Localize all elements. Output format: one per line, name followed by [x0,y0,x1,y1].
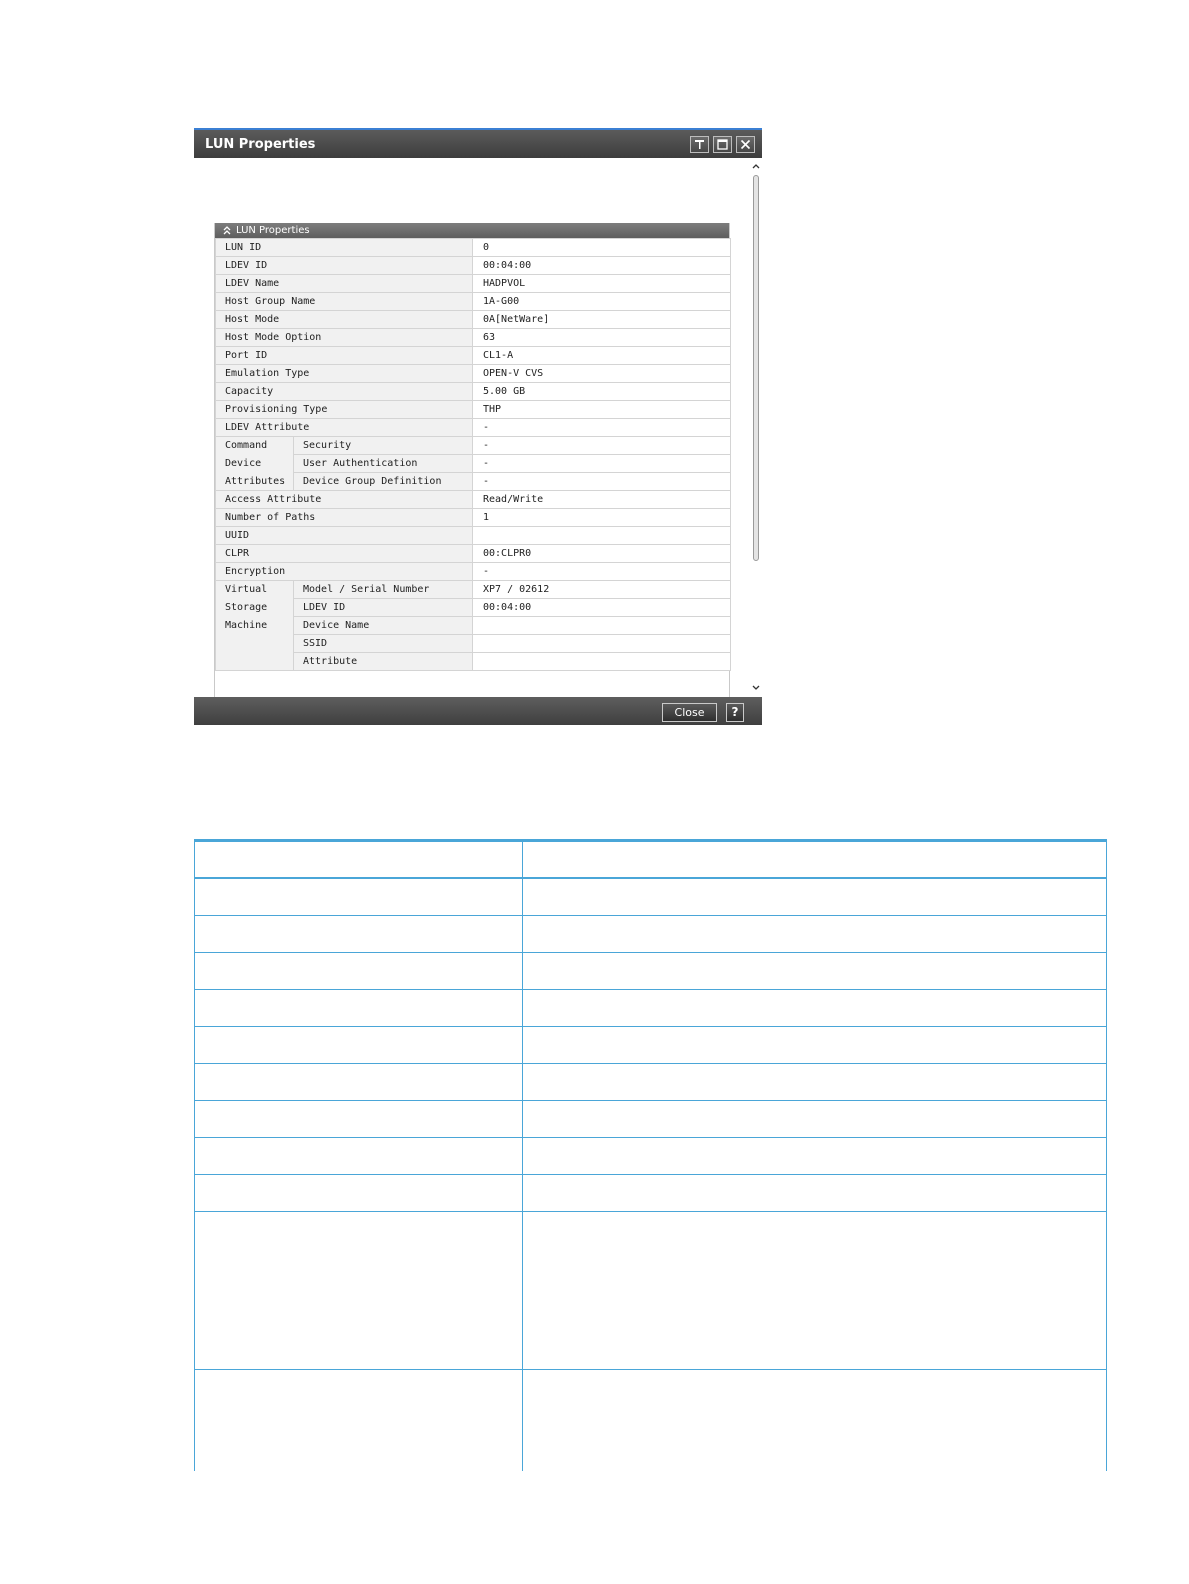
table-row [216,401,731,419]
table-row [216,509,731,527]
group-label-blank [216,635,294,653]
dialog-titlebar[interactable] [194,128,762,158]
row-value: Read/Write [473,491,731,509]
table-row [216,545,731,563]
table-row [216,329,731,347]
table-column-divider [522,839,523,1471]
table-row [216,365,731,383]
table-row-rule [194,1100,1107,1101]
row-label: CLPR [216,545,473,563]
row-value: HADPVOL [473,275,731,293]
row-value [473,527,731,545]
group-label-line: Storage [216,599,294,617]
row-value [473,635,731,653]
pin-icon [694,139,705,150]
row-label: Host Group Name [216,293,473,311]
row-value: 00:04:00 [473,257,731,275]
row-label: Encryption [216,563,473,581]
table-border-right [1106,839,1107,1471]
row-label: Host Mode [216,311,473,329]
description-table [194,839,1107,1471]
help-button[interactable]: ? [726,703,744,722]
table-row-rule [194,1063,1107,1064]
close-button[interactable]: Close [662,703,717,722]
table-row-rule [194,1026,1107,1027]
row-label: Provisioning Type [216,401,473,419]
table-row [216,653,731,671]
row-value: XP7 / 02612 [473,581,731,599]
lun-properties-dialog [194,128,762,725]
row-value: CL1-A [473,347,731,365]
row-label: Host Mode Option [216,329,473,347]
scrollbar-thumb[interactable] [753,175,759,561]
table-top-rule [194,839,1107,842]
table-row [216,617,731,635]
table-row [216,491,731,509]
row-value: - [473,563,731,581]
row-value [473,653,731,671]
row-label: Attribute [294,653,473,671]
row-value: 00:04:00 [473,599,731,617]
row-value: - [473,473,731,491]
group-label-line: Virtual [216,581,294,599]
maximize-icon [717,139,728,150]
table-row [216,527,731,545]
section-title: LUN Properties [236,225,310,236]
row-value: 0 [473,239,731,257]
row-value: 63 [473,329,731,347]
close-icon [740,139,751,150]
row-label: SSID [294,635,473,653]
table-row-rule [194,1211,1107,1212]
close-window-button[interactable] [736,136,755,153]
row-label: Port ID [216,347,473,365]
row-label: User Authentication [294,455,473,473]
group-label-line: Command [216,437,294,455]
table-border-left [194,839,195,1471]
row-label: Security [294,437,473,455]
group-label-line: Machine [216,617,294,635]
maximize-button[interactable] [713,136,732,153]
table-row [216,599,731,617]
group-label-line: Attributes [216,473,294,491]
row-label: LDEV Attribute [216,419,473,437]
row-value: - [473,455,731,473]
table-row-rule [194,1174,1107,1175]
row-label: Capacity [216,383,473,401]
table-row [216,257,731,275]
pin-button[interactable] [690,136,709,153]
properties-table [215,238,731,671]
row-value [473,617,731,635]
section-header[interactable] [215,223,729,238]
table-row-rule [194,952,1107,953]
table-row [216,455,731,473]
table-row [216,473,731,491]
dialog-footer [194,697,762,725]
row-label: LDEV ID [294,599,473,617]
table-row [216,275,731,293]
row-value: 0A[NetWare] [473,311,731,329]
row-value: - [473,419,731,437]
collapse-chevron-icon [223,226,231,235]
dialog-content [194,158,762,697]
scroll-up-icon[interactable] [751,161,761,171]
table-row [216,581,731,599]
row-value: - [473,437,731,455]
row-value: 1A-G00 [473,293,731,311]
row-value: 00:CLPR0 [473,545,731,563]
group-label-blank [216,653,294,671]
row-value: OPEN-V CVS [473,365,731,383]
group-label-line: Device [216,455,294,473]
row-label: LDEV Name [216,275,473,293]
table-row-rule [194,1137,1107,1138]
row-label: LDEV ID [216,257,473,275]
table-row [216,563,731,581]
row-label: Device Name [294,617,473,635]
row-value: 5.00 GB [473,383,731,401]
row-label: LUN ID [216,239,473,257]
table-row-rule [194,915,1107,916]
table-row [216,437,731,455]
dialog-title: LUN Properties [205,137,316,152]
vertical-scrollbar[interactable] [750,158,762,697]
row-label: Access Attribute [216,491,473,509]
table-row [216,311,731,329]
table-row [216,239,731,257]
row-label: Emulation Type [216,365,473,383]
lun-properties-section [214,223,730,697]
table-row [216,383,731,401]
row-label: Number of Paths [216,509,473,527]
row-value: THP [473,401,731,419]
table-row [216,347,731,365]
table-row [216,419,731,437]
row-label: Model / Serial Number [294,581,473,599]
row-label: UUID [216,527,473,545]
scroll-down-icon[interactable] [751,683,761,693]
table-row [216,293,731,311]
table-row-rule [194,989,1107,990]
row-value: 1 [473,509,731,527]
table-row [216,635,731,653]
row-label: Device Group Definition [294,473,473,491]
table-header-rule [194,877,1107,879]
table-row-rule [194,1369,1107,1370]
